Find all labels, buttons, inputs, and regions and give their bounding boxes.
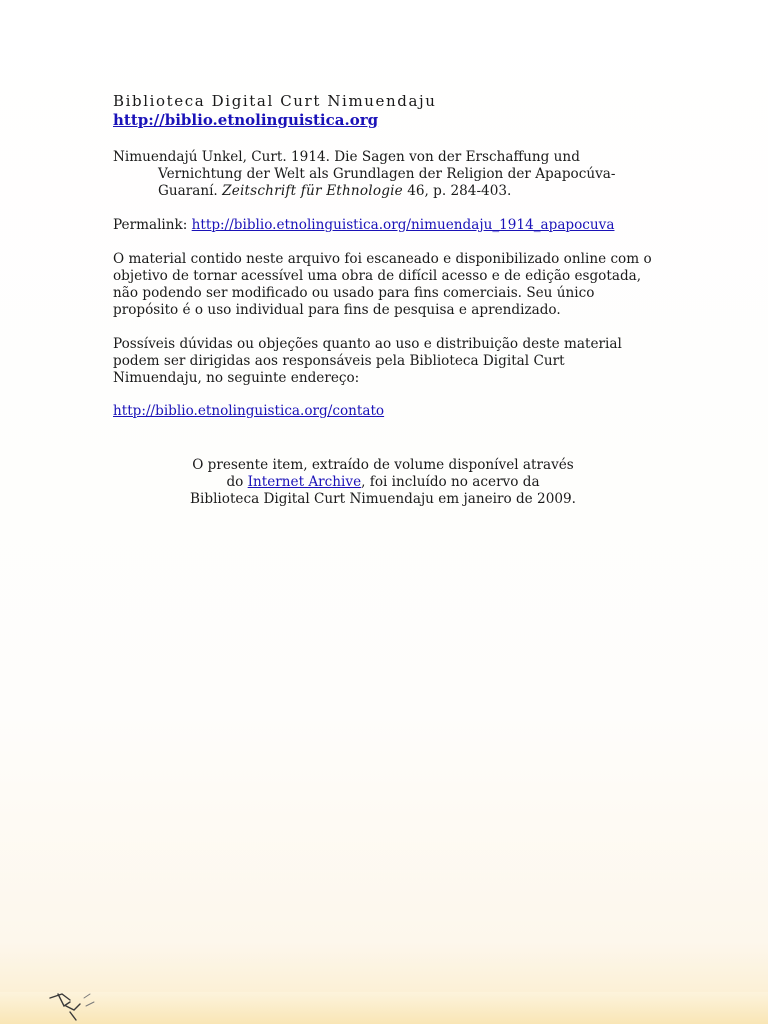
permalink-label: Permalink: <box>113 217 192 233</box>
archive-note-suffix: , foi incluído no acervo da <box>361 474 540 490</box>
citation <box>113 149 653 200</box>
citation-journal: Zeitschrift für Ethnologie <box>222 183 403 199</box>
contact <box>113 403 653 420</box>
archive-note-line2 <box>113 474 653 491</box>
internet-archive-link[interactable]: Internet Archive <box>247 474 362 490</box>
contact-link[interactable]: http://biblio.etnolinguistica.org/contato <box>113 403 385 419</box>
contact-paragraph: Possíveis dúvidas ou objeções quanto ao uso e distribuição deste material podem ser dirigidas aos responsáveis pela Biblioteca Digital Curt Nimuendaju, no seguinte endereço: <box>113 336 622 386</box>
library-name: Biblioteca Digital Curt Nimuendaju <box>113 92 437 110</box>
archive-note-prefix: do <box>226 474 248 490</box>
bottom-decoration-band <box>0 992 768 1024</box>
archive-note-line3: Biblioteca Digital Curt Nimuendaju em janeiro de 2009. <box>190 491 576 507</box>
citation-tail: 46, p. 284-403. <box>402 183 512 199</box>
archive-note-line1: O presente item, extraído de volume disponível através <box>192 457 574 473</box>
usage-paragraph: O material contido neste arquivo foi escaneado e disponibilizado online com o objetivo de tornar acessível uma obra de difícil acesso e de edição esgotada, não podendo ser modificado ou usado para fins comerciais. Seu único propósito é o uso individual para fins de pesquisa e aprendizado. <box>113 251 652 318</box>
cover-content <box>113 92 653 420</box>
permalink <box>113 217 653 234</box>
citation-text: Nimuendajú Unkel, Curt. 1914. Die Sagen von der Erschaffung und Vernichtung der Welt als Grundlagen der Religion der Apapocúva-Guaraní. <box>113 149 616 199</box>
archive-note <box>113 457 653 508</box>
library-url-link[interactable]: http://biblio.etnolinguistica.org <box>113 111 379 129</box>
permalink-link[interactable]: http://biblio.etnolinguistica.org/nimuendaju_1914_apapocuva <box>191 217 615 233</box>
decorative-figure-icon <box>40 984 110 1024</box>
